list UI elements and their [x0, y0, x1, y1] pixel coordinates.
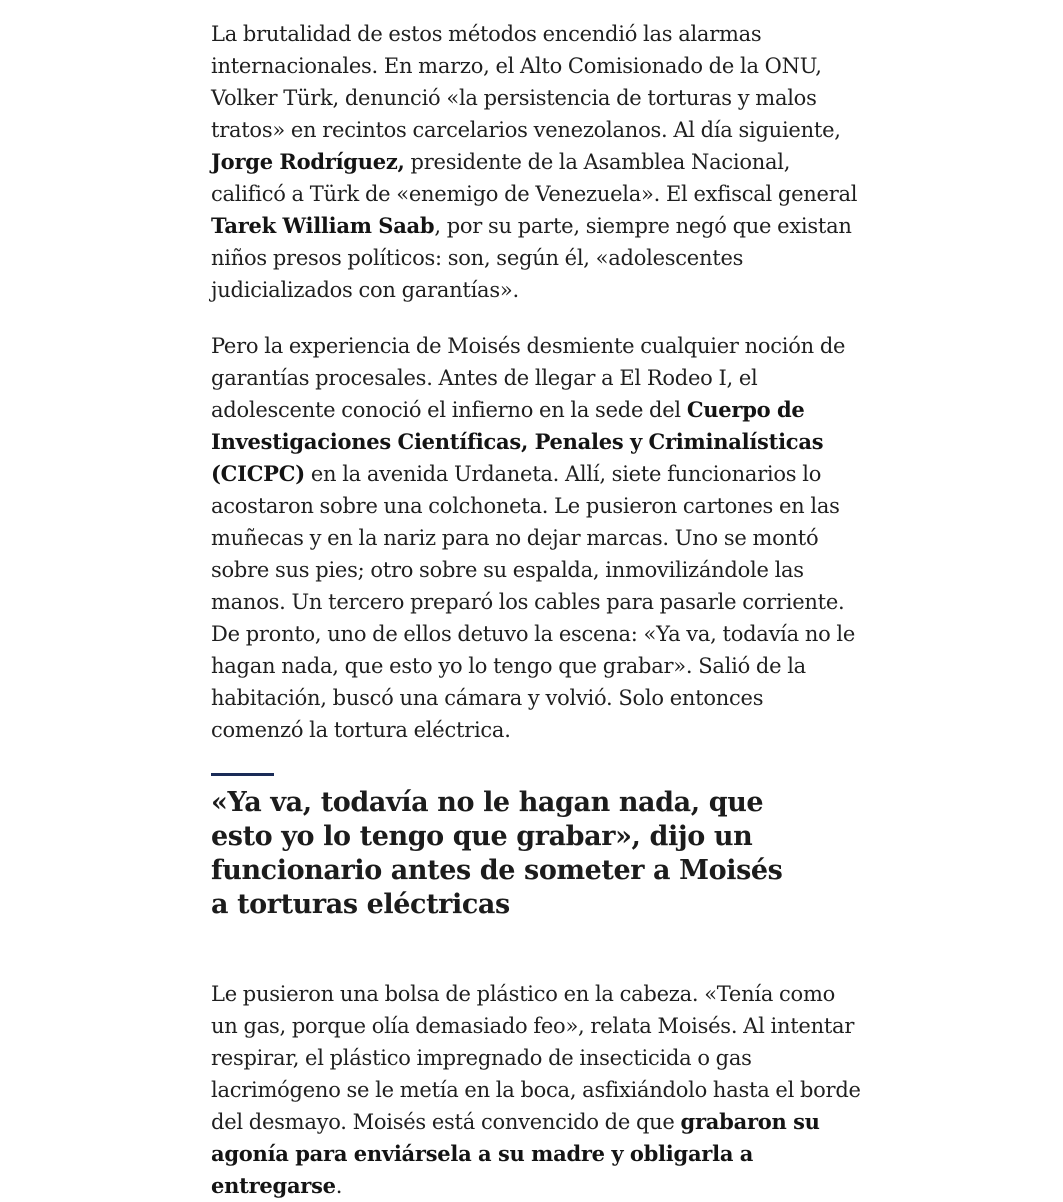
article-body	[211, 18, 861, 1202]
paragraph-3-bold-grabaron: grabaron su agonía para enviársela a su madre y obligarla a entregarse	[211, 1109, 820, 1198]
paragraph-1-text-a: La brutalidad de estos métodos encendió las alarmas internacionales. En marzo, el Alto Comisionado de la ONU, Volker Türk, denunció «la persistencia de torturas y malos tratos» en recintos carcelarios venezolanos. Al día siguiente,	[211, 22, 841, 142]
paragraph-2-text-b: en la avenida Urdaneta. Allí, siete funcionarios lo acostaron sobre una colchoneta. Le pusieron cartones en las muñecas y en la nariz para no dejar marcas. Uno se montó sobre sus pies; otro sobre su espalda, inmovilizándole las manos. Un tercero preparó los cables para pasarle corriente. De pronto, uno de ellos detuvo la escena: «Ya va, todavía no le hagan nada, que esto yo lo tengo que grabar». Salió de la habitación, buscó una cámara y volvió. Solo entonces comenzó la tortura eléctrica.	[211, 462, 856, 742]
pullquote-divider	[211, 773, 274, 776]
pullquote: «Ya va, todavía no le hagan nada, que esto yo lo tengo que grabar», dijo un funcionario antes de someter a Moisés a torturas eléctricas	[211, 787, 783, 920]
paragraph-1-bold-tarek-william-saab: Tarek William Saab	[211, 213, 435, 238]
paragraph-1-bold-jorge-rodriguez: Jorge Rodríguez,	[211, 149, 405, 174]
paragraph-2-text-a: Pero la experiencia de Moisés desmiente cualquier noción de garantías procesales. Antes de llegar a El Rodeo I, el adolescente conoció el infierno en la sede del	[211, 334, 846, 422]
paragraph-3-text-b: .	[335, 1174, 343, 1198]
paragraph-3-text-a: Le pusieron una bolsa de plástico en la cabeza. «Tenía como un gas, porque olía demasiado feo», relata Moisés. Al intentar respirar, el plástico impregnado de insecticida o gas lacrimógeno se le metía en la boca, asfixiándolo hasta el borde del desmayo. Moisés está convencido de que	[211, 982, 861, 1134]
paragraph-2-bold-cicpc: Cuerpo de Investigaciones Científicas, Penales y Criminalísticas (CICPC)	[211, 397, 824, 486]
paragraph-1	[211, 18, 861, 306]
paragraph-3	[211, 978, 861, 1202]
paragraph-1-text-c: , por su parte, siempre negó que existan niños presos políticos: son, según él, «adolescentes judicializados con garantías».	[211, 214, 852, 302]
paragraph-1-text-b: presidente de la Asamblea Nacional, calificó a Türk de «enemigo de Venezuela». El exfiscal general	[211, 150, 858, 206]
paragraph-2	[211, 330, 861, 746]
